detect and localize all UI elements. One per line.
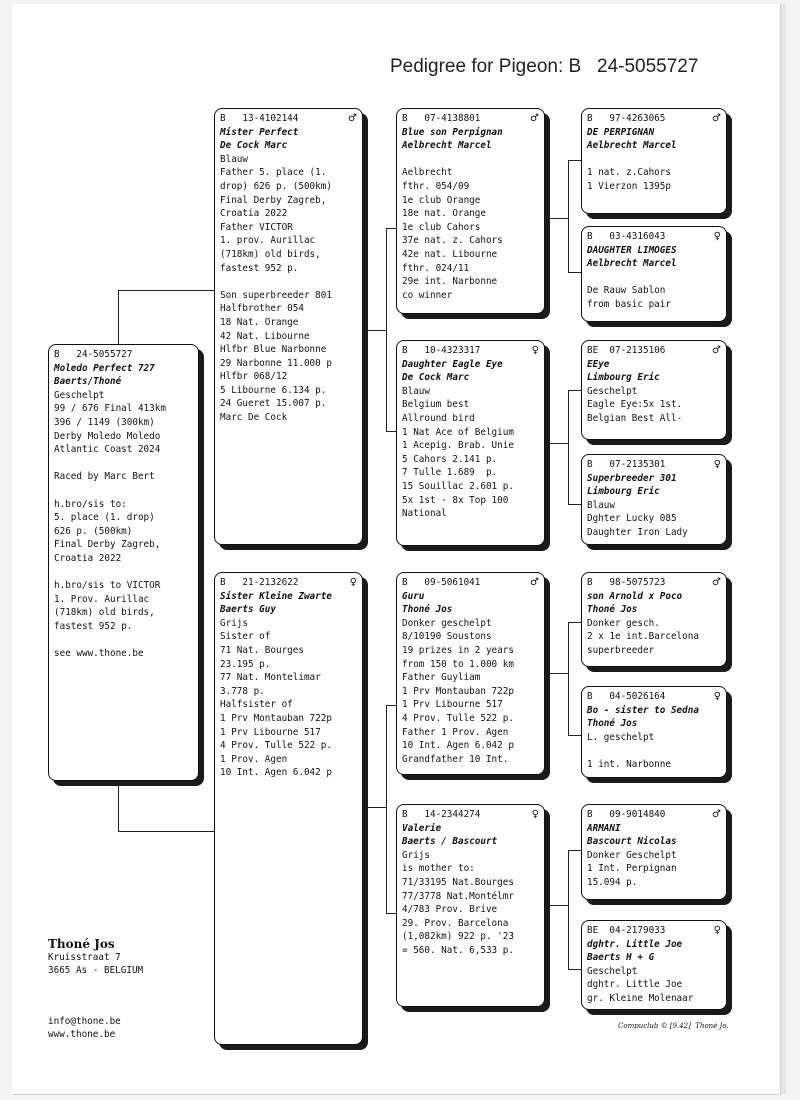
pigeon-note: 29 Narbonne 11.000 p <box>220 357 332 369</box>
pigeon-owner: Aelbrecht Marcel <box>587 258 677 270</box>
female-symbol-icon: ♀ <box>713 925 721 936</box>
connector-line <box>568 390 582 391</box>
pigeon-note: Aelbrecht <box>402 167 453 179</box>
pigeon-note: fastest 952 p. <box>220 262 299 274</box>
pigeon-note: Donker Geschelpt <box>587 849 677 861</box>
pigeon-note: 1 Prov. Agen <box>220 753 288 765</box>
pigeon-owner: Baerts H + G <box>587 952 655 964</box>
pigeon-note: Grijs <box>402 849 430 861</box>
pigeon-note: Allround bird <box>402 412 475 424</box>
breeder-city: 3665 As - BELGIUM <box>48 965 144 976</box>
pigeon-owner: Baerts / Bascourt <box>402 836 498 848</box>
pigeon-note: Father 1 Prov. Agen <box>402 726 509 738</box>
pigeon-note: Blauw <box>220 153 248 165</box>
pigeon-note: 4/783 Prov. Brive <box>402 904 498 916</box>
card-header <box>220 112 357 126</box>
pigeon-note: 10 Int. Agen 6.042 p <box>220 767 332 779</box>
connector-line <box>568 969 582 970</box>
pigeon-note: 1. prov. Aurillac <box>220 235 316 247</box>
pigeon-note: 5 Cahors 2.141 p. <box>402 453 498 465</box>
pigeon-note: Father Guyliam <box>402 672 481 684</box>
pigeon-note: (718km) old birds, <box>54 607 155 619</box>
pigeon-note: 71 Nat. Bourges <box>220 644 304 656</box>
pigeon-note: 1 Prv Libourne 517 <box>220 726 321 738</box>
card-header <box>587 112 721 126</box>
pigeon-note: 71/33195 Nat.Bourges <box>402 876 514 888</box>
pigeon-name: Valerie <box>402 822 442 834</box>
pigeon-note: 3.778 p. <box>220 685 265 697</box>
pigeon-note: superbreeder <box>587 644 655 656</box>
card-header <box>587 230 721 244</box>
pigeon-note: Dghter Lucky 085 <box>587 513 677 525</box>
male-symbol-icon: ♂ <box>530 577 539 588</box>
pigeon-note: National <box>402 508 447 520</box>
pigeon-owner: Aelbrecht Marcel <box>587 140 677 152</box>
ring-number: B 09-5061041 <box>402 577 481 588</box>
card-header <box>587 344 721 358</box>
pigeon-note: 15 Souillac 2.601 p. <box>402 480 514 492</box>
ring-number: BE 04-2179033 <box>587 925 666 936</box>
pigeon-note: = 560. Nat. 6,533 p. <box>402 944 514 956</box>
connector-line <box>568 622 582 623</box>
pigeon-name: Guru <box>402 590 425 602</box>
pigeon-note: 1e club Orange <box>402 194 481 206</box>
pigeon-note: 1 Prv Montauban 722p <box>220 712 332 724</box>
pigeon-note: Eagle Eye:5x 1st. <box>587 399 683 411</box>
connector-line <box>118 290 119 344</box>
pigeon-card-dam-dam-sire[interactable] <box>581 804 727 900</box>
connector-line <box>545 443 569 444</box>
pigeon-card-subject[interactable] <box>48 344 199 781</box>
pigeon-note: 1 Prv Montauban 722p <box>402 685 514 697</box>
pigeon-owner: Baerts Guy <box>220 604 276 616</box>
female-symbol-icon: ♀ <box>531 345 539 356</box>
female-symbol-icon: ♀ <box>713 231 721 242</box>
pigeon-note: 8/10190 Soustons <box>402 631 492 643</box>
connector-line <box>568 272 582 273</box>
pigeon-note: 5. place (1. drop) <box>54 512 155 524</box>
pigeon-note: fthr. 054/09 <box>402 180 470 192</box>
card-header <box>402 112 539 126</box>
breeder-block <box>48 937 143 977</box>
pigeon-note: De Rauw Sablon <box>587 285 666 297</box>
pigeon-note: (718km) old birds, <box>220 248 321 260</box>
card-header <box>587 576 721 590</box>
male-symbol-icon: ♂ <box>712 809 721 820</box>
male-symbol-icon: ♂ <box>712 577 721 588</box>
pigeon-note: Halfbrother 054 <box>220 303 304 315</box>
contact-block <box>48 1015 121 1041</box>
pigeon-note <box>402 153 539 167</box>
pigeon-note: is mother to: <box>402 863 475 875</box>
connector-line <box>545 218 569 219</box>
pigeon-note: Son superbreeder 801 <box>220 289 332 301</box>
ring-number: B 09-9014840 <box>587 809 666 820</box>
connector-line <box>568 160 582 161</box>
ring-number: B 13-4102144 <box>220 113 299 124</box>
pigeon-note: Daughter Iron Lady <box>587 526 688 538</box>
male-symbol-icon: ♂ <box>712 345 721 356</box>
pigeon-note <box>220 275 357 289</box>
pigeon-note: 1. Prov. Aurillac <box>54 593 150 605</box>
pigeon-card-sire[interactable] <box>214 108 363 545</box>
pigeon-note: 4 Prov. Tulle 522 p. <box>220 740 332 752</box>
pigeon-note: Atlantic Coast 2024 <box>54 444 161 456</box>
pigeon-note: 626 p. (500km) <box>54 525 133 537</box>
pigeon-card-dam-dam[interactable] <box>396 804 545 1007</box>
pigeon-note: Belgium best <box>402 399 470 411</box>
pigeon-owner: Limbourg Eric <box>587 486 660 498</box>
pigeon-note: 1 Vierzon 1395p <box>587 180 671 192</box>
card-header <box>402 344 539 358</box>
pigeon-note: Donker geschelpt <box>402 617 492 629</box>
card-header <box>587 808 721 822</box>
ring-number: B 04-5026164 <box>587 691 666 702</box>
pigeon-name: ARMANI <box>587 822 621 834</box>
pigeon-name: Moledo Perfect 727 <box>54 362 155 374</box>
pigeon-card-sire-sire-sire[interactable] <box>581 108 727 214</box>
connector-line <box>545 905 569 906</box>
software-footer: Compuclub © [9.42] Thoné Jo. <box>618 1022 729 1030</box>
pigeon-note: h.bro/sis to VICTOR <box>54 580 161 592</box>
connector-line <box>568 390 569 505</box>
connector-line <box>545 673 569 674</box>
pigeon-card-sire-sire-dam[interactable] <box>581 226 727 322</box>
pigeon-note: Donker gesch. <box>587 617 660 629</box>
pigeon-note: drop) 626 p. (500km) <box>220 180 332 192</box>
pigeon-note: L. geschelpt <box>587 731 655 743</box>
pigeon-note: 42 Nat. Libourne <box>220 330 310 342</box>
ring-number: B 14-2344274 <box>402 809 481 820</box>
connector-line <box>386 705 387 914</box>
female-symbol-icon: ♀ <box>713 691 721 702</box>
pigeon-note: Final Derby Zagreb, <box>220 194 327 206</box>
pigeon-note: 2 x 1e int.Barcelona <box>587 631 699 643</box>
pigeon-note: see www.thone.be <box>54 648 144 660</box>
ring-number: B 10-4323317 <box>402 345 481 356</box>
connector-line <box>386 228 387 432</box>
pigeon-note <box>587 744 721 758</box>
female-symbol-icon: ♀ <box>349 577 357 588</box>
pigeon-owner: Limbourg Eric <box>587 372 660 384</box>
contact-website[interactable]: www.thone.be <box>48 1029 116 1040</box>
pigeon-note: (1,082km) 922 p. '23 <box>402 931 514 943</box>
pigeon-note: gr. Kleine Molenaar <box>587 992 694 1004</box>
pigeon-note: dghtr. Little Joe <box>587 979 683 991</box>
pigeon-note: 19 prizes in 2 years <box>402 644 514 656</box>
male-symbol-icon: ♂ <box>348 113 357 124</box>
pigeon-note: Blauw <box>587 499 615 511</box>
pigeon-note: 5x 1st - 8x Top 100 <box>402 494 509 506</box>
pigeon-note: Grijs <box>220 617 248 629</box>
pigeon-owner: Bascourt Nicolas <box>587 836 677 848</box>
pigeon-owner: Thoné Jos <box>587 604 638 616</box>
pigeon-note: Croatia 2022 <box>220 208 288 220</box>
pigeon-name: Sister Kleine Zwarte <box>220 590 332 602</box>
card-header <box>402 808 539 822</box>
pigeon-name: DE PERPIGNAN <box>587 126 655 138</box>
pigeon-note: 7 Tulle 1.689 p. <box>402 467 498 479</box>
pigeon-owner: De Cock Marc <box>220 140 288 152</box>
female-symbol-icon: ♀ <box>713 459 721 470</box>
card-header <box>220 576 357 590</box>
pigeon-note: from 150 to 1.000 km <box>402 658 514 670</box>
pigeon-note: 77/3778 Nat.Montélmr <box>402 890 514 902</box>
pigeon-note: 1 Acepig. Brab. Unie <box>402 440 514 452</box>
connector-line <box>568 850 582 851</box>
male-symbol-icon: ♂ <box>530 113 539 124</box>
pigeon-name: dghtr. Little Joe <box>587 938 683 950</box>
female-symbol-icon: ♀ <box>531 809 539 820</box>
pigeon-note <box>587 271 721 285</box>
pigeon-card-dam-sire-sire[interactable] <box>581 572 727 667</box>
pigeon-note <box>54 633 193 647</box>
pigeon-card-dam-dam-dam[interactable] <box>581 920 727 1010</box>
pigeon-note: 77 Nat. Montelimar <box>220 672 321 684</box>
page-title: Pedigree for Pigeon: B 24-5055727 <box>390 56 699 77</box>
pigeon-note: Hlfbr 068/12 <box>220 371 288 383</box>
pigeon-note: Father 5. place (1. <box>220 167 327 179</box>
ring-number: B 07-2135301 <box>587 459 666 470</box>
pigeon-note: 10 Int. Agen 6.042 p <box>402 740 514 752</box>
connector-line <box>568 622 569 736</box>
pigeon-card-sire-sire[interactable] <box>396 108 545 314</box>
card-header <box>402 576 539 590</box>
pigeon-name: Blue son Perpignan <box>402 126 503 138</box>
pigeon-note <box>54 484 193 498</box>
pigeon-name: Bo - sister to Sedna <box>587 704 699 716</box>
pigeon-note: 1 Prv Libourne 517 <box>402 699 503 711</box>
ring-number: B 07-4138801 <box>402 113 481 124</box>
pigeon-note: Hlfbr Blue Narbonne <box>220 344 327 356</box>
pigeon-note: 18 Nat. Orange <box>220 316 299 328</box>
pigeon-note: 1 nat. z.Cahors <box>587 167 671 179</box>
connector-line <box>568 160 569 273</box>
male-symbol-icon: ♂ <box>712 113 721 124</box>
pigeon-note: Sister of <box>220 631 271 643</box>
connector-line <box>118 831 214 832</box>
pigeon-note: 15.094 p. <box>587 876 638 888</box>
pigeon-note: 18e nat. Orange <box>402 208 486 220</box>
pigeon-card-sire-dam-dam[interactable] <box>581 454 727 545</box>
ring-number: B 03-4316043 <box>587 231 666 242</box>
pigeon-name: EEye <box>587 358 610 370</box>
pigeon-note: Geschelpt <box>587 965 638 977</box>
pigeon-note: Geschelpt <box>587 385 638 397</box>
card-header <box>54 348 193 362</box>
pigeon-name: Superbreeder 301 <box>587 472 677 484</box>
connector-line <box>568 504 582 505</box>
pigeon-note: Derby Moledo Moledo <box>54 430 161 442</box>
pigeon-note: 23.195 p. <box>220 658 271 670</box>
connector-line <box>363 330 387 331</box>
pigeon-note: 1 int. Narbonne <box>587 758 671 770</box>
pigeon-name: DAUGHTER LIMOGES <box>587 244 677 256</box>
connector-line <box>363 807 387 808</box>
breeder-name: Thoné Jos <box>48 937 115 951</box>
pigeon-note: 5 Libourne 6.134 p. <box>220 384 327 396</box>
pigeon-note: Father VICTOR <box>220 221 293 233</box>
pigeon-note: 37e nat. z. Cahors <box>402 235 503 247</box>
pigeon-note: 42e nat. Libourne <box>402 248 498 260</box>
pigeon-note: fthr. 024/11 <box>402 262 470 274</box>
pigeon-owner: Aelbrecht Marcel <box>402 140 492 152</box>
ring-number: B 21-2132622 <box>220 577 299 588</box>
pigeon-note: 4 Prov. Tulle 522 p. <box>402 712 514 724</box>
connector-line <box>568 735 582 736</box>
pigeon-note: 29e int. Narbonne <box>402 276 498 288</box>
ring-number: B 24-5055727 <box>54 349 133 360</box>
pigeon-note: from basic pair <box>587 298 671 310</box>
connector-line <box>118 290 214 291</box>
pigeon-card-sire-dam[interactable] <box>396 340 545 546</box>
pigeon-note: 396 / 1149 (300km) <box>54 416 155 428</box>
contact-email[interactable]: info@thone.be <box>48 1016 121 1027</box>
pigeon-note: Final Derby Zagreb, <box>54 539 161 551</box>
pigeon-note: 1 Nat Ace of Belgium <box>402 426 514 438</box>
pigeon-owner: Thoné Jos <box>402 604 453 616</box>
pigeon-note: co winner <box>402 289 453 301</box>
ring-number: B 97-4263065 <box>587 113 666 124</box>
pigeon-note: fastest 952 p. <box>54 620 133 632</box>
pigeon-note: 1e club Cahors <box>402 221 481 233</box>
pigeon-card-dam-sire[interactable] <box>396 572 545 775</box>
pigeon-note: 1 Int. Perpignan <box>587 863 677 875</box>
pigeon-note: Raced by Marc Bert <box>54 471 155 483</box>
pigeon-note: Belgian Best All- <box>587 412 683 424</box>
ring-number: BE 07-2135106 <box>587 345 666 356</box>
pigeon-note: Geschelpt <box>54 389 105 401</box>
card-header <box>587 690 721 704</box>
pigeon-note <box>54 566 193 580</box>
pigeon-note: Marc De Cock <box>220 412 288 424</box>
pigeon-name: Daughter Eagle Eye <box>402 358 503 370</box>
connector-line <box>118 781 119 831</box>
pigeon-owner: Thoné Jos <box>587 718 638 730</box>
pigeon-note: h.bro/sis to: <box>54 498 127 510</box>
pigeon-owner: Baerts/Thoné <box>54 376 122 388</box>
pigeon-note: Croatia 2022 <box>54 552 122 564</box>
ring-number: B 98-5075723 <box>587 577 666 588</box>
pigeon-name: Mister Perfect <box>220 126 299 138</box>
pigeon-card-sire-dam-sire[interactable] <box>581 340 727 440</box>
pigeon-name: son Arnold x Poco <box>587 590 683 602</box>
connector-line <box>568 850 569 970</box>
card-header <box>587 924 721 938</box>
breeder-street: Kruisstraat 7 <box>48 952 121 963</box>
pigeon-note: 99 / 676 Final 413km <box>54 403 166 415</box>
pigeon-note <box>587 153 721 167</box>
pigeon-card-dam-sire-dam[interactable] <box>581 686 727 778</box>
pigeon-note: Blauw <box>402 385 430 397</box>
pigeon-note <box>54 457 193 471</box>
pigeon-note: Halfsister of <box>220 699 293 711</box>
pigeon-note: 29. Prov. Barcelona <box>402 917 509 929</box>
card-header <box>587 458 721 472</box>
pigeon-card-dam[interactable] <box>214 572 363 1045</box>
pigeon-note: Grandfather 10 Int. <box>402 753 509 765</box>
pigeon-owner: De Cock Marc <box>402 372 470 384</box>
pigeon-note: 24 Gueret 15.007 p. <box>220 398 327 410</box>
